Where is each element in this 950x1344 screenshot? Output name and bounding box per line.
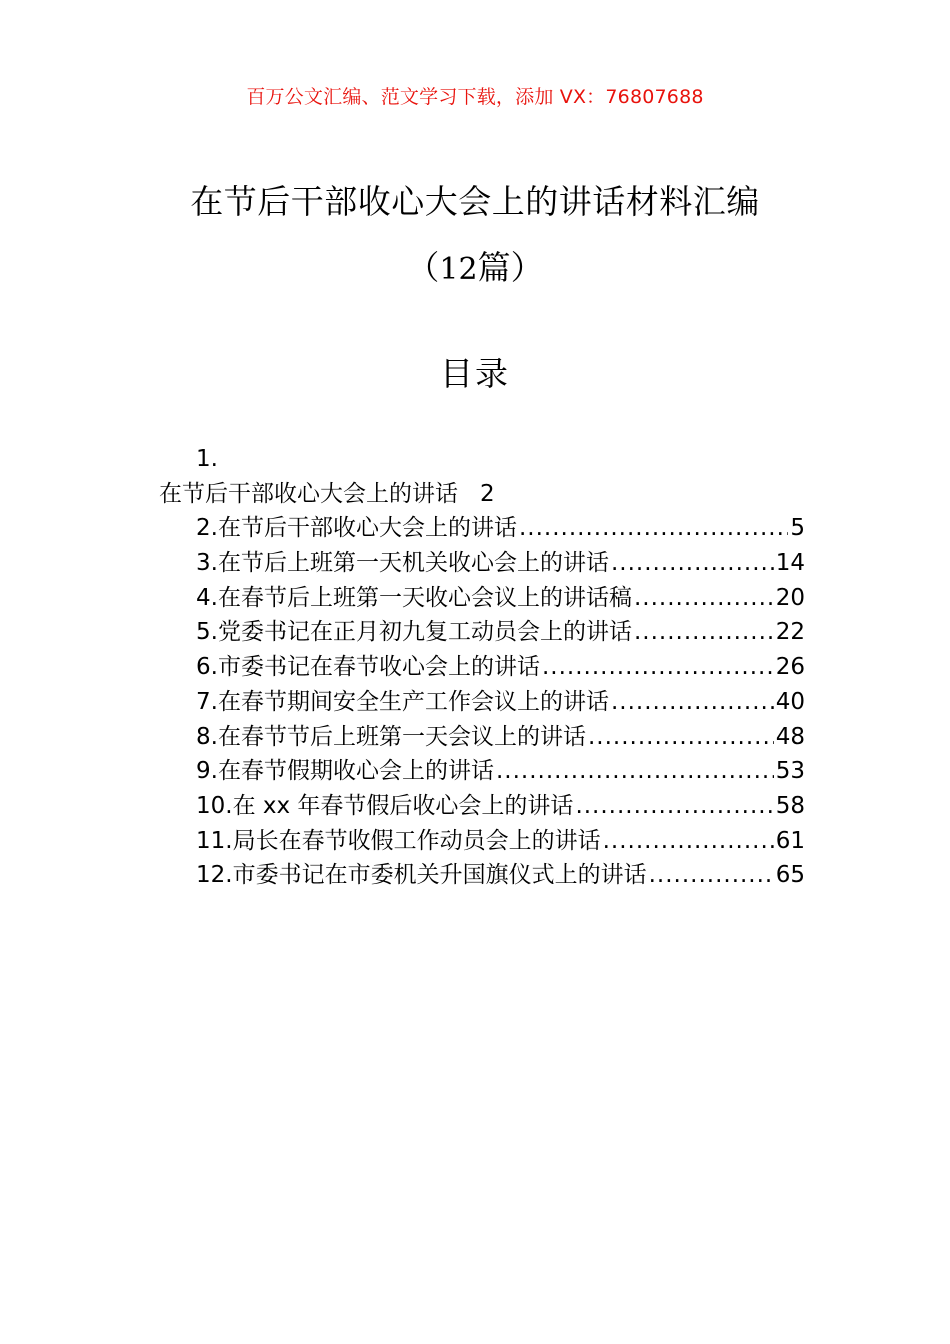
toc-entry[interactable] (196, 685, 805, 720)
toc-entry-title: 10.在 xx 年春节假后收心会上的讲话 (196, 792, 574, 819)
toc-entry-title: 在节后干部收心大会上的讲话 (159, 480, 458, 507)
toc-entry[interactable] (196, 615, 805, 650)
document-subtitle (0, 244, 950, 294)
toc-entry-page: 20 (775, 584, 805, 611)
toc-entry-page: 26 (775, 654, 805, 681)
toc-entry[interactable] (196, 720, 805, 755)
toc-entry-page: 40 (775, 688, 805, 715)
document-title: 在节后干部收心大会上的讲话材料汇编 (190, 182, 760, 221)
toc-entry-page: 58 (775, 792, 805, 819)
toc-entry[interactable] (196, 754, 805, 789)
table-of-contents (0, 442, 950, 893)
toc-entry-page: 22 (775, 619, 805, 646)
toc-leader-dots (603, 824, 774, 859)
toc-entry-title: 8.在春节节后上班第一天会议上的讲话 (196, 723, 586, 750)
toc-entry-title: 9.在春节假期收心会上的讲话 (196, 758, 494, 785)
toc-entry-page: 2 (480, 480, 495, 507)
toc-leader-dots (634, 615, 774, 650)
toc-entry[interactable] (196, 581, 805, 616)
toc-leader-dots (611, 685, 774, 720)
subtitle-close-paren: ） (510, 248, 544, 287)
toc-entry-page: 53 (775, 758, 805, 785)
toc-heading: 目录 (440, 354, 510, 393)
toc-entry[interactable] (196, 650, 805, 685)
subtitle-count: 12 (439, 252, 478, 287)
toc-entry[interactable] (196, 858, 805, 893)
toc-entry-title: 11.局长在春节收假工作动员会上的讲话 (196, 827, 601, 854)
toc-leader-dots (519, 511, 788, 546)
toc-leader-dots (542, 650, 774, 685)
toc-entry-1[interactable] (0, 477, 950, 512)
toc-entry-page: 61 (775, 827, 805, 854)
toc-leader-dots (496, 754, 774, 789)
toc-leader-dots (634, 581, 774, 616)
toc-entry-1-number: 1. (196, 446, 218, 472)
toc-entry[interactable] (196, 824, 805, 859)
toc-leader-dots (575, 789, 773, 824)
subtitle-open-paren: （ (406, 248, 440, 287)
toc-entry-page: 14 (775, 550, 805, 577)
toc-entries (0, 511, 950, 893)
toc-entry-title: 7.在春节期间安全生产工作会议上的讲话 (196, 688, 609, 715)
toc-entry-title: 2.在节后干部收心大会上的讲话 (196, 515, 517, 542)
toc-entry[interactable] (196, 546, 805, 581)
toc-leader-dots (588, 720, 774, 755)
promo-banner: 百万公文汇编、范文学习下载，添加 VX：76807688 (246, 86, 704, 108)
toc-leader-dots (611, 546, 774, 581)
toc-entry[interactable] (196, 789, 805, 824)
toc-entry-title: 3.在节后上班第一天机关收心会上的讲话 (196, 550, 609, 577)
toc-entry-page: 48 (775, 723, 805, 750)
toc-entry-page: 5 (790, 515, 805, 542)
toc-entry[interactable] (196, 511, 805, 546)
toc-entry-title: 12.市委书记在市委机关升国旗仪式上的讲话 (196, 862, 647, 889)
toc-leader-dots (649, 858, 774, 893)
toc-entry-title: 5.党委书记在正月初九复工动员会上的讲话 (196, 619, 632, 646)
toc-entry-title: 6.市委书记在春节收心会上的讲话 (196, 654, 540, 681)
toc-entry-title: 4.在春节后上班第一天收心会议上的讲话稿 (196, 584, 632, 611)
toc-entry-page: 65 (775, 862, 805, 889)
subtitle-unit: 篇 (477, 248, 511, 287)
